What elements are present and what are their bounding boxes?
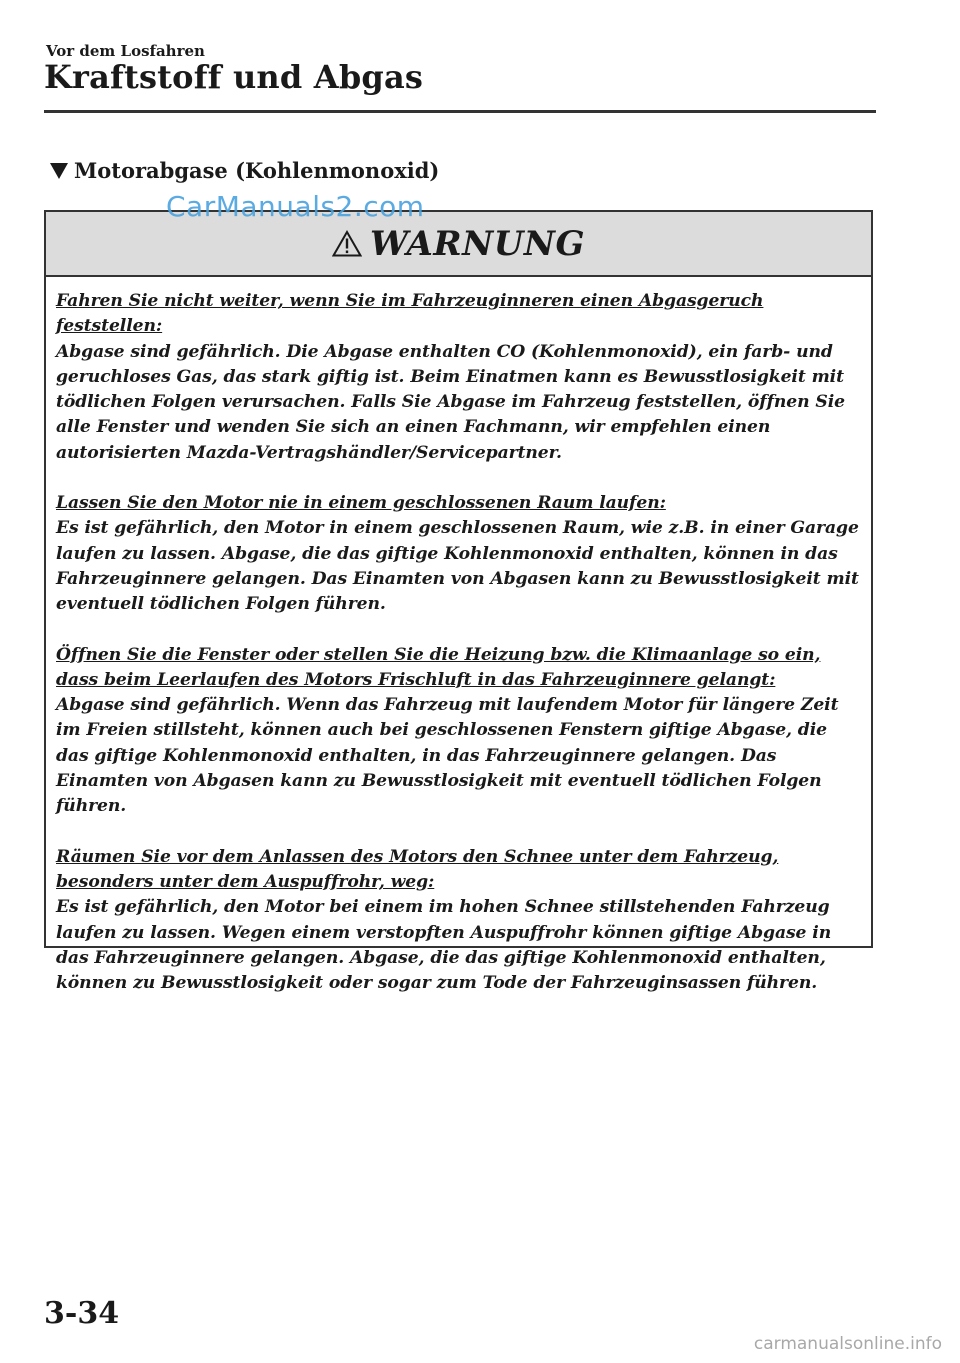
warning-block-heading: Fahren Sie nicht weiter, wenn Sie im Fahrzeuginneren einen Abgasgeruch feststellen: xyxy=(56,291,764,337)
warning-block-heading: Räumen Sie vor dem Anlassen des Motors den Schnee unter dem Fahrzeug, besonders unter dem Auspuffrohr, weg: xyxy=(56,846,779,892)
watermark: CarManuals2.com xyxy=(166,190,425,223)
warning-triangle-icon xyxy=(332,230,362,257)
chapter-label: Vor dem Losfahren xyxy=(46,42,205,60)
warning-block-heading: Lassen Sie den Motor nie in einem geschlossenen Raum laufen: xyxy=(56,493,666,514)
triangle-bullet-icon xyxy=(50,163,68,179)
warning-block xyxy=(56,491,863,617)
page-title: Kraftstoff und Abgas xyxy=(44,58,424,96)
source-site-watermark: carmanualsonline.info xyxy=(753,1334,942,1354)
warning-block-text: Abgase sind gefährlich. Die Abgase enthalten CO (Kohlenmonoxid), ein farb- und geruchloses Gas, das stark giftig ist. Beim Einatmen kann es Bewusstlosigkeit mit tödlichen Folgen verursachen. Falls Sie Abgase im Fahrzeug feststellen, öffnen Sie alle Fenster und wenden Sie sich an einen Fachmann, wir empfehlen einen autorisierten Mazda-Vertragshändler/Servicepartner. xyxy=(56,341,845,463)
warning-block-text: Es ist gefährlich, den Motor in einem geschlossenen Raum, wie z.B. in einer Garage laufen zu lassen. Abgase, die das giftige Kohlenmonoxid enthalten, können in das Fahrzeuginnere gelangen. Das Einamten von Abgasen kann zu Bewusstlosigkeit mit eventuell tödlichen Folgen führen. xyxy=(56,518,859,615)
header-divider xyxy=(44,110,876,113)
warning-title: WARNUNG xyxy=(370,223,585,264)
warning-block xyxy=(56,845,863,997)
warning-block xyxy=(56,289,863,466)
section-heading xyxy=(50,158,439,183)
warning-block-text: Es ist gefährlich, den Motor bei einem im hohen Schnee stillstehenden Fahrzeug laufen zu lassen. Wegen einem verstopften Auspuffrohr können giftige Abgase in das Fahrzeuginnere gelangen. Abgase, die das giftige Kohlenmonoxid enthalten, können zu Bewusstlosigkeit oder sogar zum Tode der Fahrzeuginsassen führen. xyxy=(56,897,832,994)
section-heading-text: Motorabgase (Kohlenmonoxid) xyxy=(74,158,440,183)
warning-block xyxy=(56,643,863,820)
warning-block-heading: Öffnen Sie die Fenster oder stellen Sie die Heizung bzw. die Klimaanlage so ein, dass beim Leerlaufen des Motors Frischluft in das Fahrzeuginnere gelangt: xyxy=(56,644,821,690)
warning-box xyxy=(44,210,873,994)
warning-body xyxy=(46,277,871,996)
page-number: 3-34 xyxy=(44,1296,120,1331)
warning-block-text: Abgase sind gefährlich. Wenn das Fahrzeug mit laufendem Motor für längere Zeit im Freien stillsteht, können auch bei geschlossenen Fenstern giftige Abgase, die das giftige Kohlenmonoxid enthalten, in das Fahrzeuginnere gelangen. Das Einamten von Abgasen kann zu Bewusstlosigkeit mit eventuell tödlichen Folgen führen. xyxy=(56,695,839,817)
